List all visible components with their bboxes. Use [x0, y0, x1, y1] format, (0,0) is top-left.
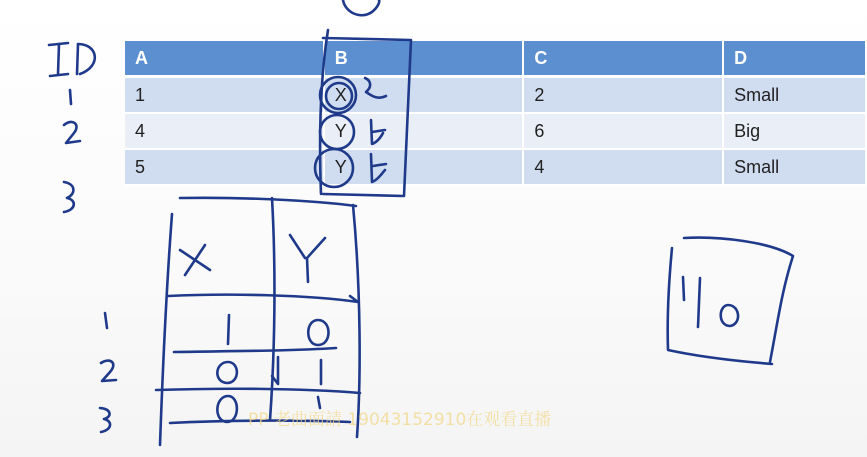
ink-id-label [49, 43, 95, 76]
table-row [125, 78, 867, 114]
table-cell: X [325, 78, 525, 114]
table-cell: Y [325, 114, 525, 150]
header-cell-b: B [325, 41, 525, 78]
table-cell: 2 [524, 78, 724, 114]
ink-row-number-1 [70, 90, 71, 104]
ink-onehot-index-1 [105, 313, 107, 328]
table-row [125, 114, 867, 150]
watermark-text: PP 老曲面請 19043152910在观看直播 [248, 410, 552, 430]
ink-row-number-3 [64, 182, 74, 212]
table-row [125, 150, 867, 186]
table-header-row [125, 41, 867, 78]
header-cell-a: A [125, 41, 325, 78]
header-cell-c: C [524, 41, 724, 78]
table-cell: Small [724, 150, 867, 186]
ink-onehot-index-2 [101, 361, 116, 381]
table-cell: 4 [125, 114, 325, 150]
table-cell: Small [724, 78, 867, 114]
header-cell-d: D [724, 41, 867, 78]
table-cell: 6 [524, 114, 724, 150]
ink-vector-box [668, 238, 793, 364]
ink-onehot-index-3 [100, 408, 110, 432]
table-cell: 4 [524, 150, 724, 186]
table-cell: 1 [125, 78, 325, 114]
ink-row-number-2 [64, 122, 80, 143]
table-cell: 5 [125, 150, 325, 186]
ink-partial-circle [343, 0, 379, 15]
data-table [125, 41, 867, 186]
table-cell: Y [325, 150, 525, 186]
table-cell: Big [724, 114, 867, 150]
